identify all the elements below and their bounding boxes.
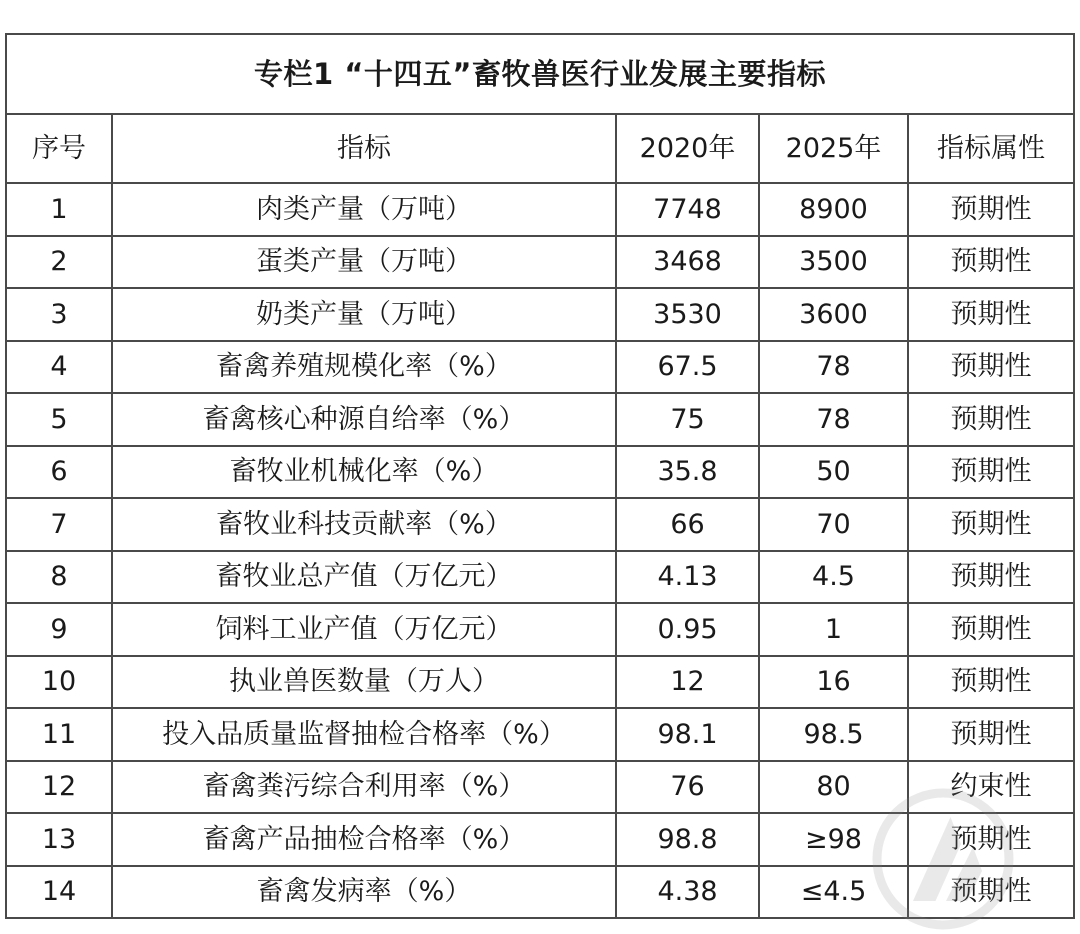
table-row (6, 498, 1074, 551)
row-number: 12 (6, 761, 112, 814)
table-row (6, 813, 1074, 866)
value-2020: 0.95 (616, 603, 759, 656)
indicator-name: 畜禽产品抽检合格率（%） (112, 813, 616, 866)
table-row (6, 341, 1074, 394)
value-2020: 98.8 (616, 813, 759, 866)
header-indicator: 指标 (112, 114, 616, 183)
indicator-name: 畜禽养殖规模化率（%） (112, 341, 616, 394)
indicator-attribute: 预期性 (908, 288, 1074, 341)
header-2025: 2025年 (759, 114, 908, 183)
row-number: 14 (6, 866, 112, 919)
indicator-name: 畜禽粪污综合利用率（%） (112, 761, 616, 814)
table-row (6, 656, 1074, 709)
indicator-name: 执业兽医数量（万人） (112, 656, 616, 709)
indicator-attribute: 预期性 (908, 813, 1074, 866)
row-number: 13 (6, 813, 112, 866)
indicator-name: 畜牧业总产值（万亿元） (112, 551, 616, 604)
table-row (6, 393, 1074, 446)
indicator-name: 畜牧业机械化率（%） (112, 446, 616, 499)
value-2020: 76 (616, 761, 759, 814)
indicator-attribute: 预期性 (908, 446, 1074, 499)
value-2025: 98.5 (759, 708, 908, 761)
value-2025: ≤4.5 (759, 866, 908, 919)
indicator-attribute: 预期性 (908, 866, 1074, 919)
table-row (6, 236, 1074, 289)
row-number: 1 (6, 183, 112, 236)
indicator-attribute: 预期性 (908, 393, 1074, 446)
header-no: 序号 (6, 114, 112, 183)
indicator-attribute: 预期性 (908, 656, 1074, 709)
row-number: 7 (6, 498, 112, 551)
row-number: 6 (6, 446, 112, 499)
indicator-name: 肉类产量（万吨） (112, 183, 616, 236)
indicator-attribute: 预期性 (908, 183, 1074, 236)
value-2020: 3468 (616, 236, 759, 289)
indicator-attribute: 预期性 (908, 236, 1074, 289)
indicator-name: 畜牧业科技贡献率（%） (112, 498, 616, 551)
row-number: 3 (6, 288, 112, 341)
value-2025: 78 (759, 393, 908, 446)
indicator-attribute: 预期性 (908, 551, 1074, 604)
value-2025: 4.5 (759, 551, 908, 604)
indicator-attribute: 预期性 (908, 708, 1074, 761)
table-row (6, 708, 1074, 761)
value-2020: 4.38 (616, 866, 759, 919)
header-row (6, 114, 1074, 183)
value-2025: 8900 (759, 183, 908, 236)
table-row (6, 288, 1074, 341)
table-row (6, 446, 1074, 499)
value-2020: 35.8 (616, 446, 759, 499)
row-number: 8 (6, 551, 112, 604)
value-2025: 80 (759, 761, 908, 814)
row-number: 11 (6, 708, 112, 761)
indicator-name: 蛋类产量（万吨） (112, 236, 616, 289)
value-2020: 3530 (616, 288, 759, 341)
row-number: 9 (6, 603, 112, 656)
row-number: 4 (6, 341, 112, 394)
row-number: 2 (6, 236, 112, 289)
indicators-table (5, 33, 1075, 919)
value-2020: 12 (616, 656, 759, 709)
row-number: 5 (6, 393, 112, 446)
value-2020: 66 (616, 498, 759, 551)
indicator-name: 畜禽发病率（%） (112, 866, 616, 919)
table-row (6, 551, 1074, 604)
value-2025: 16 (759, 656, 908, 709)
value-2020: 98.1 (616, 708, 759, 761)
indicator-attribute: 预期性 (908, 341, 1074, 394)
value-2025: ≥98 (759, 813, 908, 866)
header-attribute: 指标属性 (908, 114, 1074, 183)
value-2025: 78 (759, 341, 908, 394)
indicator-name: 畜禽核心种源自给率（%） (112, 393, 616, 446)
indicator-name: 饲料工业产值（万亿元） (112, 603, 616, 656)
value-2020: 7748 (616, 183, 759, 236)
value-2025: 50 (759, 446, 908, 499)
value-2025: 3600 (759, 288, 908, 341)
value-2025: 3500 (759, 236, 908, 289)
indicator-attribute: 预期性 (908, 498, 1074, 551)
table-row (6, 183, 1074, 236)
value-2025: 1 (759, 603, 908, 656)
table-title: 专栏1 “十四五”畜牧兽医行业发展主要指标 (6, 34, 1074, 114)
row-number: 10 (6, 656, 112, 709)
value-2020: 75 (616, 393, 759, 446)
indicator-attribute: 约束性 (908, 761, 1074, 814)
value-2020: 4.13 (616, 551, 759, 604)
indicator-attribute: 预期性 (908, 603, 1074, 656)
table-row (6, 866, 1074, 919)
value-2020: 67.5 (616, 341, 759, 394)
table-row (6, 761, 1074, 814)
header-2020: 2020年 (616, 114, 759, 183)
indicator-name: 投入品质量监督抽检合格率（%） (112, 708, 616, 761)
indicator-name: 奶类产量（万吨） (112, 288, 616, 341)
table-row (6, 603, 1074, 656)
value-2025: 70 (759, 498, 908, 551)
